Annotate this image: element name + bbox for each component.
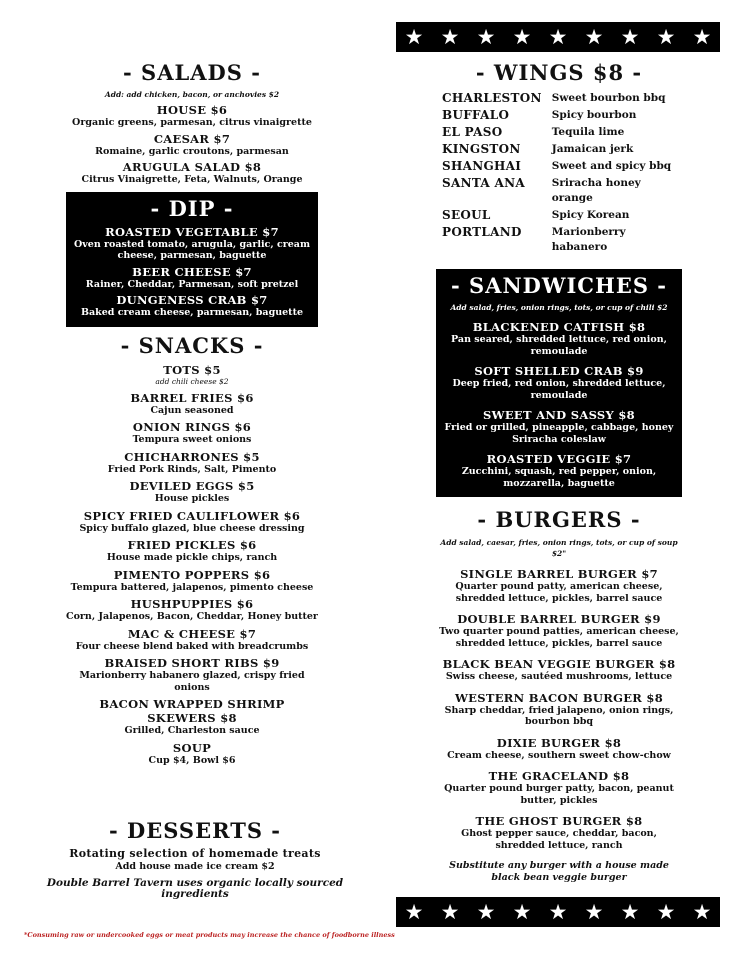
menu-item-description: Baked cream cheese, parmesan, baguette (80, 307, 304, 318)
menu-item-description: Cream cheese, southern sweet chow-chow (447, 749, 671, 761)
wing-city: CHARLESTON (442, 91, 542, 105)
menu-item-description: Fried or grilled, pineapple, cabbage, honey Sriracha coleslaw (444, 422, 674, 445)
wings-section (436, 60, 682, 257)
menu-item-description: Fried Pork Rinds, Salt, Pimento (107, 463, 277, 475)
menu-item-description: Sharp cheddar, fried jalapeno, onion rings, bourbon bbq (444, 704, 674, 727)
menu-item (66, 656, 318, 693)
menu-item-description: Citrus Vinaigrette, Feta, Walnuts, Orange (81, 174, 303, 185)
menu-item (436, 736, 682, 762)
menu-item-name: DOUBLE BARREL BURGER $9 (457, 612, 661, 626)
menu-item-name: PIMENTO POPPERS $6 (113, 567, 271, 582)
wing-row (438, 108, 680, 123)
wing-city: SANTA ANA (442, 176, 525, 190)
menu-item-description: Cajun seasoned (150, 404, 234, 416)
menu-item-description: Swiss cheese, sautéed mushrooms, lettuce (445, 671, 673, 682)
star-icon: ★ (548, 25, 568, 49)
menu-item (66, 697, 318, 737)
menu-item (436, 612, 682, 649)
left-column (66, 60, 318, 766)
burgers-note: Add salad, caesar, fries, onion rings, tots, or cup of soup $2" (440, 538, 678, 558)
menu-item-note: add chili cheese $2 (155, 376, 229, 386)
burgers-section (436, 507, 682, 883)
menu-item (66, 363, 318, 387)
wing-city: SEOUL (442, 208, 491, 222)
menu-item (440, 408, 678, 445)
menu-item-description: Cup $4, Bowl $6 (148, 754, 236, 766)
menu-item-name: BACON WRAPPED SHRIMP SKEWERS $8 (99, 697, 285, 725)
menu-item (440, 452, 678, 489)
menu-item-description: Two quarter pound patties, american cheese, shredded lettuce, pickles, barrel sauce (439, 626, 679, 649)
menu-item-description: Ghost pepper sauce, cheddar, bacon, shredded lettuce, ranch (461, 828, 657, 851)
menu-item-name: TOTS $5 (163, 362, 221, 377)
star-icon: ★ (440, 25, 460, 49)
menu-item-description: Rainer, Cheddar, Parmesan, soft pretzel (85, 278, 299, 290)
dip-title: - DIP - (150, 195, 234, 221)
menu-item-description: House made pickle chips, ranch (106, 552, 278, 563)
menu-item-name: SOUP (172, 740, 212, 755)
wing-city: KINGSTON (442, 142, 521, 156)
wings-title: - WINGS $8 - (475, 60, 643, 85)
menu-item-description: Quarter pound burger patty, bacon, peanut butter, pickles (444, 783, 674, 806)
menu-item (66, 538, 318, 564)
menu-item-description: House pickles (154, 493, 230, 504)
menu-item-description: Marionberry habanero glazed, crispy fried onions (79, 670, 305, 693)
menu-item-name: BLACK BEAN VEGGIE BURGER $8 (442, 657, 676, 671)
bottom-star-banner (396, 897, 720, 927)
wing-flavor: Sriracha honey orange (551, 177, 641, 204)
menu-item-name: ROASTED VEGETABLE $7 (105, 224, 279, 239)
desserts-title: - DESSERTS - (108, 818, 282, 843)
desserts-section (30, 818, 360, 901)
menu-item-description: Tempura battered, jalapenos, pimento cheese (70, 581, 314, 593)
snacks-section (66, 333, 318, 767)
menu-item (436, 769, 682, 806)
menu-item (436, 814, 682, 851)
menu-item-description: Grilled, Charleston sauce (124, 725, 260, 736)
wing-city: SHANGHAI (442, 159, 522, 173)
menu-item-description: Oven roasted tomato, arugula, garlic, cream cheese, parmesan, baguette (73, 238, 310, 261)
salads-section (66, 60, 318, 186)
menu-item-description: Tempura sweet onions (132, 434, 252, 445)
menu-item (66, 597, 318, 623)
wing-row (438, 142, 680, 157)
menu-item (66, 741, 318, 767)
tagline: Double Barrel Tavern uses organic locally sourced ingredients (46, 876, 344, 900)
wing-city: BUFFALO (442, 108, 510, 122)
menu-item (66, 450, 318, 476)
menu-item-name: SWEET AND SASSY $8 (483, 408, 635, 422)
menu-item-name: WESTERN BACON BURGER $8 (454, 690, 664, 705)
burgers-title: - BURGERS - (477, 507, 641, 532)
menu-item-name: SPICY FRIED CAULIFLOWER $6 (83, 508, 301, 523)
star-icon: ★ (656, 25, 676, 49)
salads-note: Add: add chicken, bacon, or anchovies $2 (104, 90, 280, 99)
snacks-title: - SNACKS - (120, 332, 264, 358)
star-icon: ★ (440, 900, 460, 924)
wing-flavor: Spicy Korean (551, 209, 630, 221)
menu-item (70, 293, 314, 319)
menu-item-description: Organic greens, parmesan, citrus vinaigrette (72, 117, 312, 128)
menu-item-name: ARUGULA SALAD $8 (122, 160, 262, 174)
menu-item-name: DIXIE BURGER $8 (496, 735, 622, 750)
wing-row (438, 176, 680, 206)
menu-item-name: CHICHARRONES $5 (124, 449, 260, 464)
dip-section (66, 192, 318, 327)
star-icon: ★ (476, 25, 496, 49)
menu-item-description: Romaine, garlic croutons, parmesan (95, 145, 289, 157)
menu-item-name: THE GHOST BURGER $8 (475, 814, 643, 828)
menu-item-name: BARREL FRIES $6 (130, 390, 254, 405)
wing-row (438, 91, 680, 106)
sandwiches-title: - SANDWICHES - (450, 273, 668, 298)
star-icon: ★ (584, 25, 604, 49)
foodborne-illness-disclaimer: *Consuming raw or undercooked eggs or meat products may increase the chance of foodborne illness (24, 931, 395, 939)
menu-item (66, 160, 318, 186)
menu-item-name: BRAISED SHORT RIBS $9 (104, 656, 280, 670)
menu-item (66, 568, 318, 594)
menu-item-name: FRIED PICKLES $6 (127, 538, 257, 552)
wing-flavor: Jamaican jerk (551, 143, 634, 155)
menu-item-name: HUSHPUPPIES $6 (130, 597, 254, 611)
right-column (436, 60, 682, 883)
menu-item (440, 364, 678, 401)
star-icon: ★ (620, 25, 640, 49)
menu-item-description: Four cheese blend baked with breadcrumbs (75, 640, 309, 652)
wing-city: PORTLAND (442, 225, 522, 239)
menu-item-name: MAC & CHEESE $7 (127, 626, 257, 641)
menu-item-name: ROASTED VEGGIE $7 (486, 452, 632, 466)
menu-item-description: Deep fried, red onion, shredded lettuce, remoulade (452, 378, 666, 401)
top-star-banner (396, 22, 720, 52)
wing-row (438, 225, 680, 255)
menu-item-name: CAESAR $7 (153, 131, 231, 146)
wing-row (438, 159, 680, 174)
wings-table (436, 89, 682, 257)
sandwiches-section (436, 269, 682, 497)
wing-row (438, 125, 680, 140)
star-icon: ★ (512, 900, 532, 924)
star-icon: ★ (620, 900, 640, 924)
menu-item-name: SOFT SHELLED CRAB $9 (474, 364, 644, 378)
menu-item-name: DEVILED EGGS $5 (129, 479, 255, 493)
salads-title: - SALADS - (123, 60, 261, 85)
menu-item-name: BLACKENED CATFISH $8 (472, 320, 646, 334)
star-icon: ★ (404, 25, 424, 49)
menu-item-name: SINGLE BARREL BURGER $7 (460, 567, 658, 581)
wing-flavor: Sweet bourbon bbq (551, 92, 666, 104)
wing-flavor: Tequila lime (551, 126, 625, 138)
desserts-line1: Rotating selection of homemade treats (69, 847, 321, 860)
burger-substitute-note: Substitute any burger with a house made black bean veggie burger (449, 860, 669, 883)
star-icon: ★ (584, 900, 604, 924)
wing-flavor: Sweet and spicy bbq (551, 160, 672, 172)
menu-item (436, 657, 682, 683)
sandwiches-note: Add salad, fries, onion rings, tots, or cup of chili $2 (450, 303, 668, 312)
menu-item-description: Spicy buffalo glazed, blue cheese dressing (79, 522, 305, 534)
menu-item (66, 391, 318, 417)
menu-item-description: Zucchini, squash, red pepper, onion, mozzarella, baguette (461, 466, 657, 489)
star-icon: ★ (692, 900, 712, 924)
menu-item (66, 627, 318, 653)
wing-flavor: Spicy bourbon (551, 109, 637, 121)
menu-item-name: ONION RINGS $6 (132, 420, 252, 434)
menu-item-name: THE GRACELAND $8 (488, 769, 630, 783)
menu-item (440, 320, 678, 357)
menu-item-description: Corn, Jalapenos, Bacon, Cheddar, Honey butter (66, 611, 318, 622)
menu-item-description: Pan seared, shredded lettuce, red onion, remoulade (451, 334, 667, 357)
menu-item (66, 479, 318, 505)
menu-item (70, 225, 314, 262)
menu-item (66, 103, 318, 129)
star-icon: ★ (512, 25, 532, 49)
wing-flavor: Marionberry habanero (551, 226, 626, 253)
menu-item (66, 420, 318, 446)
wing-row (438, 208, 680, 223)
star-icon: ★ (404, 900, 424, 924)
menu-item-name: HOUSE $6 (156, 103, 228, 117)
menu-item-description: Quarter pound patty, american cheese, shredded lettuce, pickles, barrel sauce (455, 581, 663, 604)
menu-item (436, 691, 682, 728)
menu-item (66, 509, 318, 535)
menu-item (436, 567, 682, 604)
star-icon: ★ (476, 900, 496, 924)
menu-item (70, 265, 314, 291)
star-icon: ★ (656, 900, 676, 924)
wing-city: EL PASO (442, 125, 503, 139)
desserts-line2: Add house made ice cream $2 (115, 861, 275, 872)
menu-item-name: DUNGENESS CRAB $7 (116, 293, 268, 307)
menu-item (66, 132, 318, 158)
star-icon: ★ (692, 25, 712, 49)
menu-item-name: BEER CHEESE $7 (132, 264, 252, 279)
star-icon: ★ (548, 900, 568, 924)
